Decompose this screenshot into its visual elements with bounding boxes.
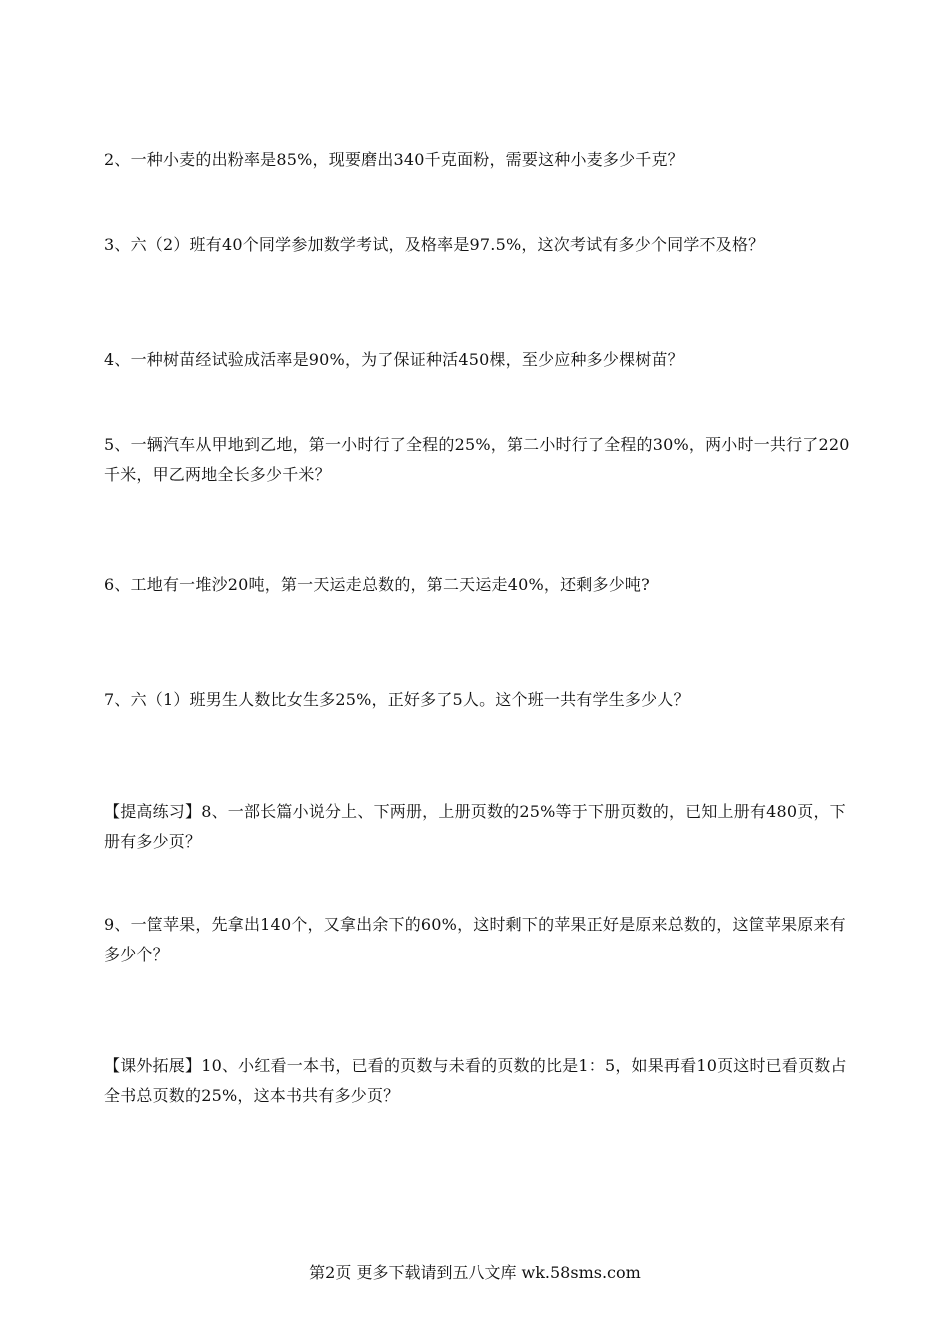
page-footer: 第2页 更多下载请到五八文库 wk.58sms.com — [309, 1263, 641, 1282]
question-6: 6、工地有一堆沙20吨，第一天运走总数的，第二天运走40%，还剩多少吨? — [104, 575, 650, 594]
question-2: 2、一种小麦的出粉率是85%，现要磨出340千克面粉，需要这种小麦多少千克？ — [104, 150, 684, 169]
question-3: 3、六（2）班有40个同学参加数学考试，及格率是97.5%，这次考试有多少个同学不及格？ — [104, 235, 765, 254]
question-8-advanced: 【提高练习】8、一部长篇小说分上、下两册，上册页数的25%等于下册页数的，已知上册有480页，下册有多少页？ — [104, 802, 846, 851]
question-9: 9、一筐苹果，先拿出140个，又拿出余下的60%，这时剩下的苹果正好是原来总数的，这筐苹果原来有多少个？ — [104, 915, 846, 964]
question-5: 5、一辆汽车从甲地到乙地，第一小时行了全程的25%，第二小时行了全程的30%，两小时一共行了220千米，甲乙两地全长多少千米？ — [104, 435, 850, 484]
question-7: 7、六（1）班男生人数比女生多25%，正好多了5人。这个班一共有学生多少人？ — [104, 690, 690, 709]
question-10-extension: 【课外拓展】10、小红看一本书，已看的页数与未看的页数的比是1：5，如果再看10页这时已看页数占全书总页数的25%，这本书共有多少页？ — [104, 1056, 847, 1105]
question-4: 4、一种树苗经试验成活率是90%，为了保证种活450棵，至少应种多少棵树苗？ — [104, 350, 684, 369]
